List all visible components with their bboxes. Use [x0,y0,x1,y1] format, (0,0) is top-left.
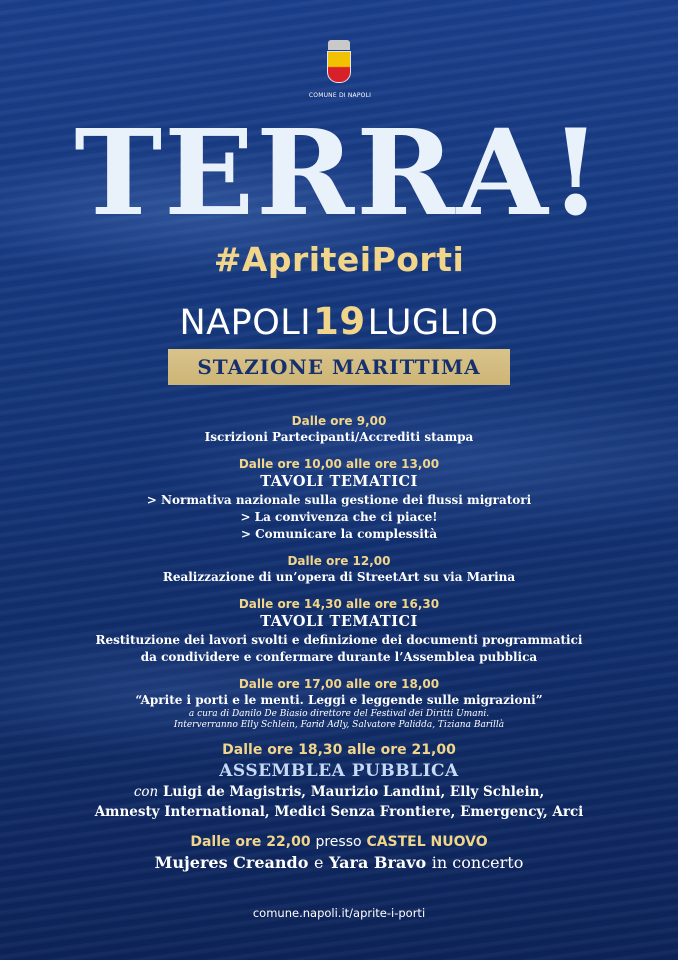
program-slot [20,553,658,586]
slot-time: Dalle ore 10,00 alle ore 13,00 [238,457,440,471]
concert-time: Dalle ore 22,00 [190,834,311,850]
venue-banner: STAZIONE MARITTIMA [168,349,510,385]
hashtag: #ApriteiPorti [213,240,465,279]
guests-prefix: con [133,784,159,800]
program-slot [20,413,658,446]
slot-guests: Amnesty International, Medici Senza Frontiere, Emergency, Arci [94,804,584,820]
slot-time: Dalle ore 12,00 [287,554,391,568]
slot-credit: Interverranno Elly Schlein, Farid Adly, Salvatore Palidda, Tiziana Barillà [173,720,505,730]
slot-text: “Aprite i porti e le menti. Leggi e leggende sulle migrazioni” [135,693,543,707]
slot-guests [20,782,658,802]
concert-presso: presso [315,834,362,850]
slot-title: TAVOLI TEMATICI [260,473,418,490]
slot-time: Dalle ore 14,30 alle ore 16,30 [238,597,440,611]
artist: Yara Bravo [329,853,427,872]
program-slot [20,456,658,543]
website-link[interactable]: comune.napoli.it/aprite-i-porti [252,906,426,920]
comune-crest-logo [319,40,359,83]
guests-line: Luigi de Magistris, Maurizio Landini, Elly Schlein, [162,784,545,800]
event-date [0,300,678,343]
program-slot [20,676,658,731]
slot-title: TAVOLI TEMATICI [260,613,418,630]
program [20,413,658,884]
shield-icon [327,51,351,83]
date-month: LUGLIO [367,303,499,343]
slot-time: Dalle ore 9,00 [291,414,387,428]
artist-and: e [313,853,324,872]
concert-place: CASTEL NUOVO [366,834,488,850]
slot-title: ASSEMBLEA PUBBLICA [219,761,459,781]
slot-time: Dalle ore 18,30 alle ore 21,00 [222,742,456,758]
program-slot [20,596,658,666]
date-city: NAPOLI [179,303,312,343]
slot-item: > La convivenza che ci piace! [240,510,438,524]
poster-title: TERRA! [74,103,604,242]
crown-icon [328,40,350,50]
slot-text: da condividere e confermare durante l’Assemblea pubblica [140,650,538,664]
slot-item: > Comunicare la complessità [240,527,438,541]
date-day: 19 [313,300,366,343]
slot-text: Realizzazione di un’opera di StreetArt su via Marina [162,570,516,584]
program-slot [20,832,658,874]
concert-artists [20,852,658,874]
slot-time: Dalle ore 17,00 alle ore 18,00 [238,677,440,691]
artist: Mujeres Creando [154,853,309,872]
slot-text: Iscrizioni Partecipanti/Accrediti stampa [204,430,474,444]
slot-item: > Normativa nazionale sulla gestione dei flussi migratori [146,493,532,507]
crest-label: COMUNE DI NAPOLI [308,92,372,99]
slot-text: Restituzione dei lavori svolti e definizione dei documenti programmatici [95,633,583,647]
slot-time [20,832,658,852]
slot-credit: a cura di Danilo De Biasio direttore del Festival dei Diritti Umani. [188,709,490,719]
program-slot [20,741,658,822]
concert-suffix: in concerto [431,853,524,872]
